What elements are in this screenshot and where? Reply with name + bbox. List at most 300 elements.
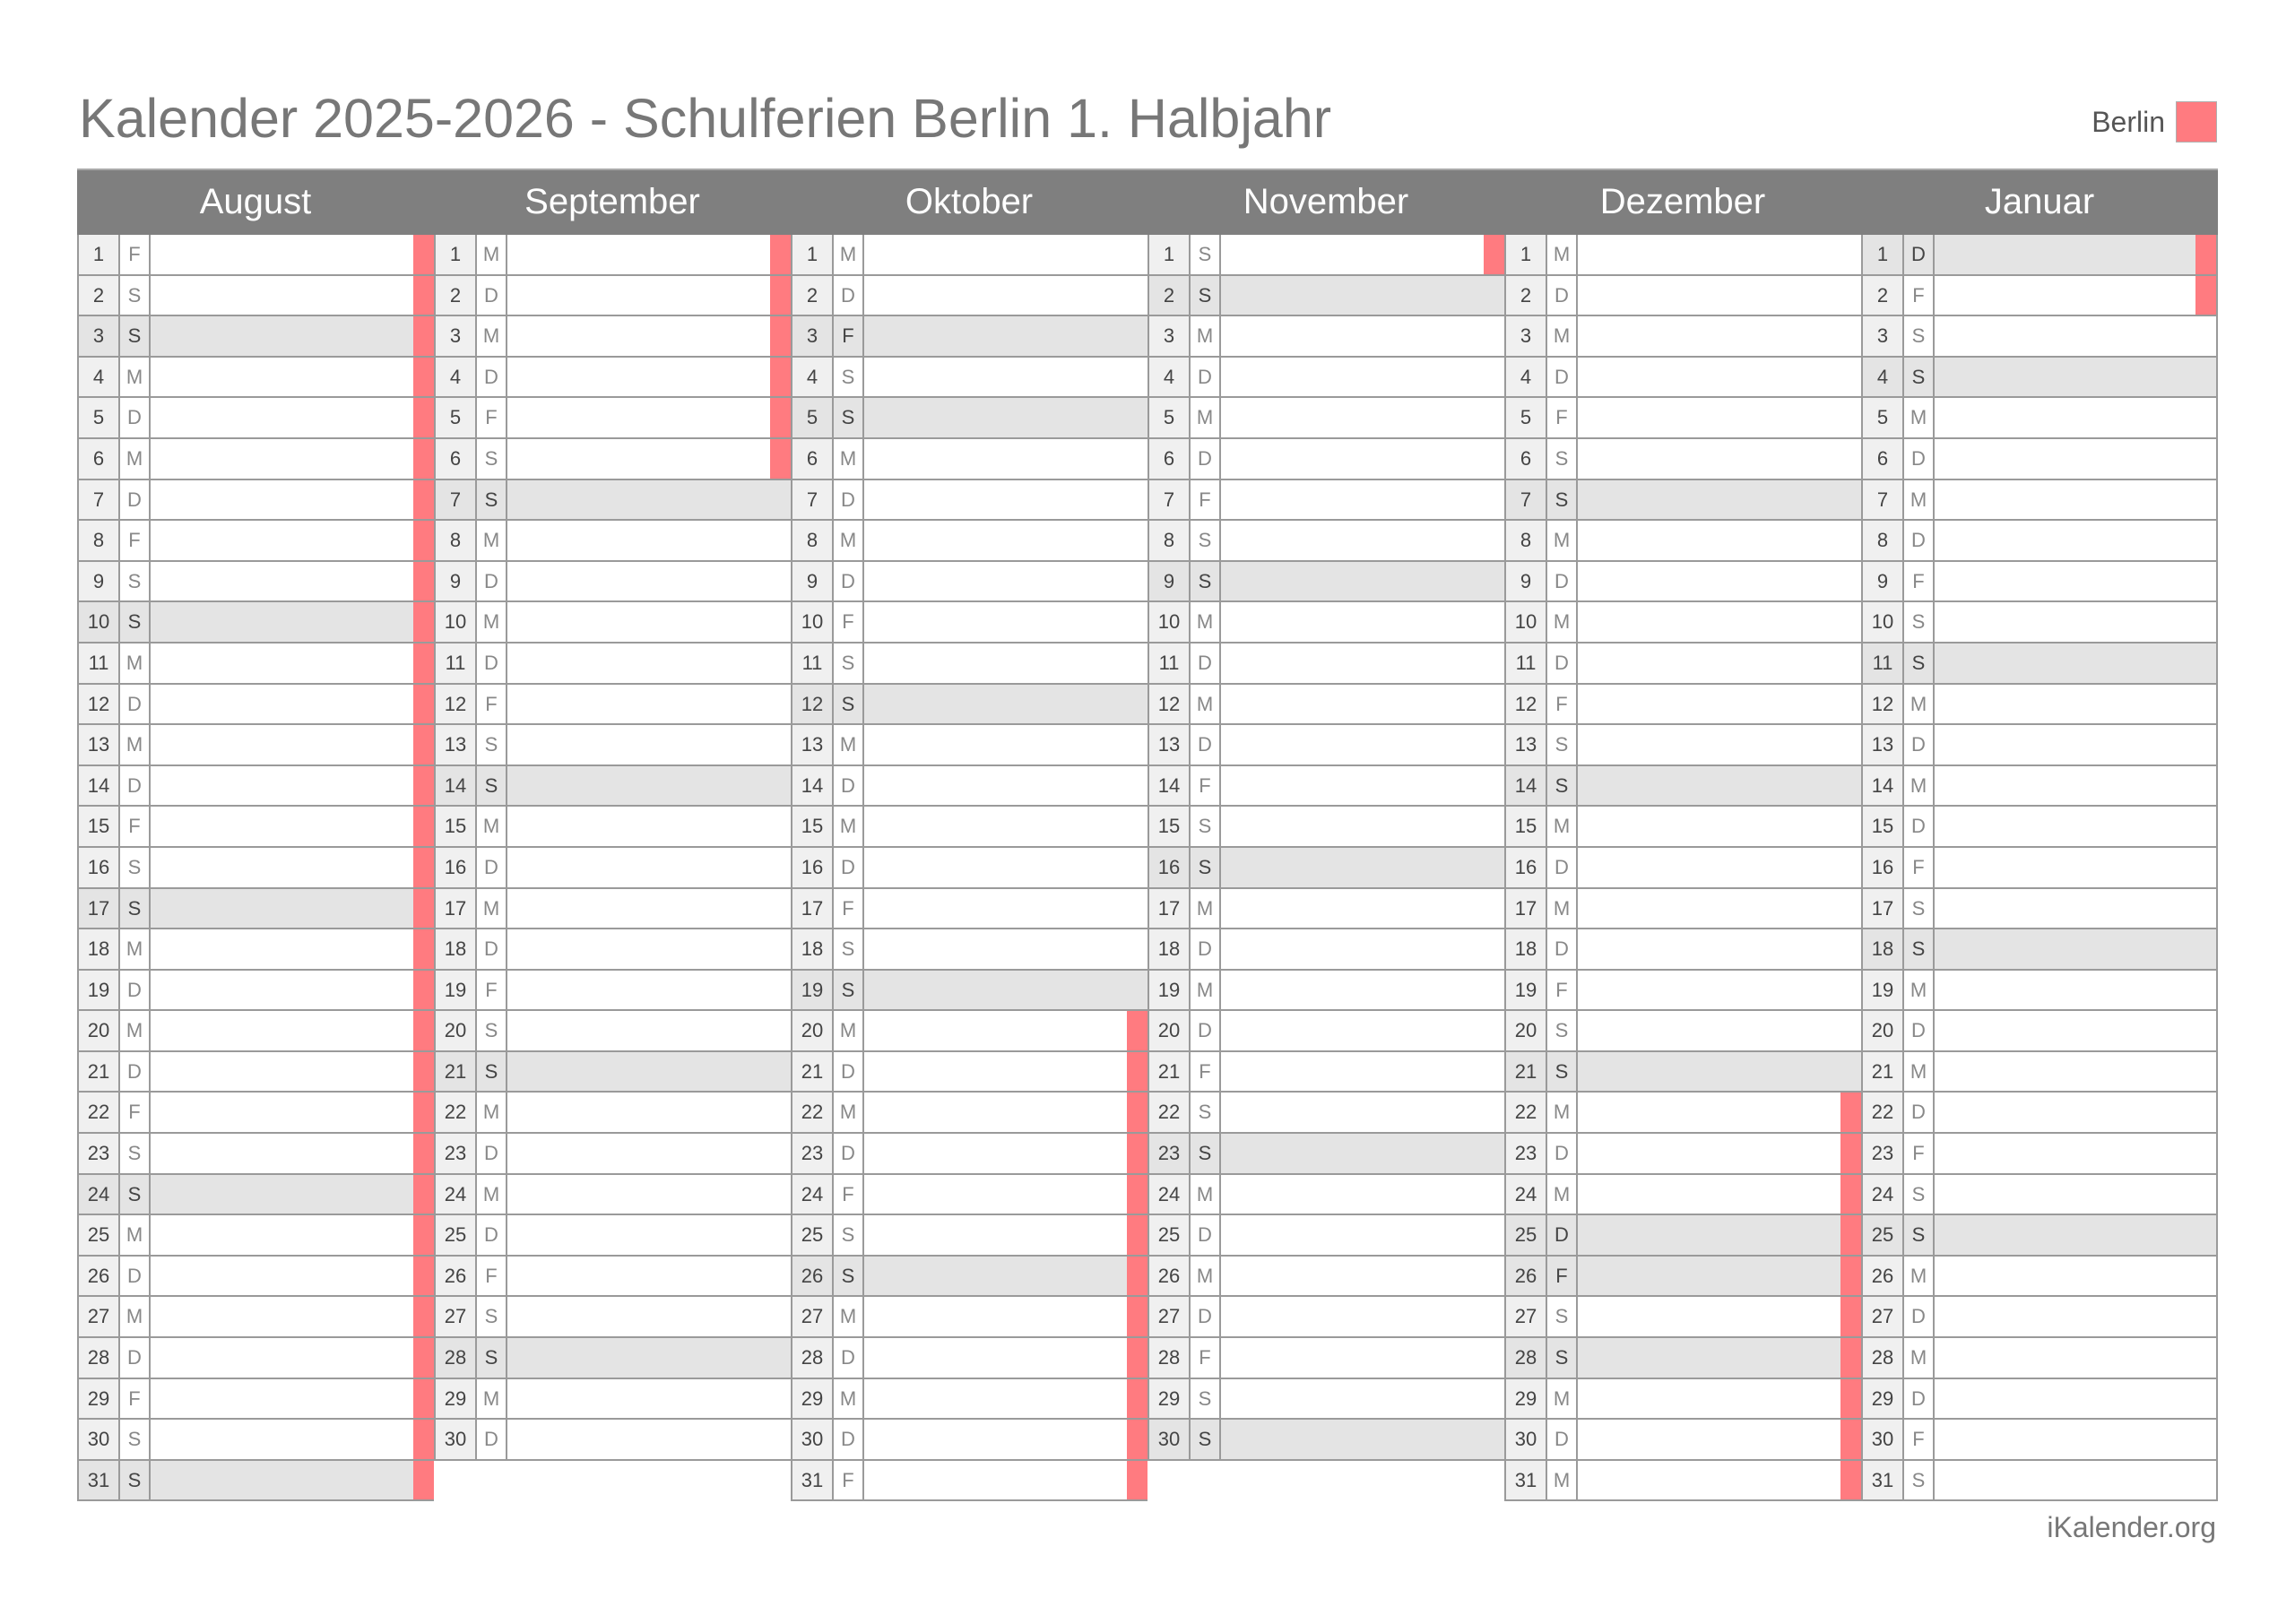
day-row	[1504, 1379, 1861, 1421]
day-note-cell	[151, 316, 434, 356]
day-row	[434, 685, 791, 726]
day-number: 15	[1504, 807, 1547, 846]
day-row	[1148, 1338, 1504, 1379]
day-note-cell	[1578, 1215, 1861, 1255]
day-number: 7	[434, 480, 477, 520]
day-number: 19	[434, 971, 477, 1010]
day-row	[1861, 766, 2218, 808]
day-note-cell	[1578, 929, 1861, 969]
day-number: 29	[791, 1379, 834, 1419]
weekday-letter: M	[1191, 1175, 1221, 1214]
day-number: 9	[1861, 562, 1904, 601]
day-number: 20	[77, 1011, 120, 1050]
school-holiday-marker	[413, 276, 434, 315]
day-note-cell	[507, 685, 791, 724]
weekday-letter: F	[120, 1093, 151, 1132]
day-row	[1861, 971, 2218, 1012]
day-number: 26	[1861, 1257, 1904, 1296]
weekday-letter: D	[834, 562, 864, 601]
day-row	[1861, 316, 2218, 358]
day-number: 21	[77, 1052, 120, 1092]
day-number: 19	[1861, 971, 1904, 1010]
weekday-letter: F	[1547, 685, 1578, 724]
day-row	[1504, 1175, 1861, 1216]
day-note-cell	[1935, 276, 2216, 315]
day-number: 4	[1861, 358, 1904, 397]
day-row	[791, 1257, 1148, 1298]
day-note-cell	[1935, 1175, 2216, 1214]
weekday-letter: D	[834, 1338, 864, 1378]
day-note-cell	[1935, 439, 2216, 479]
weekday-letter: F	[1191, 766, 1221, 806]
day-number: 11	[791, 644, 834, 683]
day-note-cell	[1935, 1257, 2216, 1296]
weekday-letter: S	[1904, 1175, 1935, 1214]
weekday-letter: M	[834, 439, 864, 479]
day-row	[791, 971, 1148, 1012]
day-note-cell	[507, 929, 791, 969]
day-number: 19	[77, 971, 120, 1010]
day-number: 10	[791, 602, 834, 642]
weekday-letter: D	[477, 644, 507, 683]
weekday-letter: M	[477, 316, 507, 356]
day-note-cell	[1578, 807, 1861, 846]
weekday-letter: D	[834, 766, 864, 806]
day-note-cell	[1578, 1011, 1861, 1050]
day-number: 7	[77, 480, 120, 520]
weekday-letter: M	[1547, 1175, 1578, 1214]
day-row	[791, 848, 1148, 889]
day-note-cell	[507, 889, 791, 929]
day-note-cell	[1221, 235, 1504, 274]
day-row	[1504, 480, 1861, 522]
weekday-letter: F	[1904, 848, 1935, 887]
weekday-letter: S	[477, 480, 507, 520]
weekday-letter: D	[1904, 725, 1935, 764]
weekday-letter: M	[1904, 1338, 1935, 1378]
day-number: 2	[791, 276, 834, 315]
weekday-letter: F	[834, 602, 864, 642]
month-title-august: August	[199, 182, 312, 221]
day-number: 21	[1504, 1052, 1547, 1092]
weekday-letter: M	[1904, 1257, 1935, 1296]
day-row	[1861, 725, 2218, 766]
day-number: 4	[1148, 358, 1191, 397]
day-row	[1861, 1257, 2218, 1298]
weekday-letter: S	[1191, 562, 1221, 601]
day-number: 8	[77, 521, 120, 560]
day-note-cell	[507, 1420, 791, 1459]
day-row	[1504, 1052, 1861, 1093]
day-row	[791, 358, 1148, 399]
day-note-cell	[507, 1257, 791, 1296]
day-note-cell	[864, 521, 1148, 560]
weekday-letter: F	[1191, 480, 1221, 520]
day-note-cell	[151, 1420, 434, 1459]
day-note-cell	[864, 1461, 1148, 1500]
day-number: 1	[1148, 235, 1191, 274]
day-note-cell	[1221, 1134, 1504, 1173]
day-note-cell	[1935, 358, 2216, 397]
day-number: 18	[1504, 929, 1547, 969]
weekday-letter: F	[834, 1175, 864, 1214]
weekday-letter: D	[477, 1134, 507, 1173]
day-number: 1	[1861, 235, 1904, 274]
school-holiday-marker	[413, 1461, 434, 1500]
day-number: 30	[434, 1420, 477, 1459]
day-row	[434, 235, 791, 276]
school-holiday-marker	[413, 685, 434, 724]
day-note-cell	[1221, 398, 1504, 437]
day-row	[1861, 929, 2218, 971]
day-number: 17	[1504, 889, 1547, 929]
weekday-letter: D	[477, 276, 507, 315]
day-row	[1861, 889, 2218, 930]
day-note-cell	[1935, 235, 2216, 274]
weekday-letter: S	[1904, 1461, 1935, 1500]
day-note-cell	[507, 644, 791, 683]
day-number: 11	[1861, 644, 1904, 683]
weekday-letter: M	[1547, 235, 1578, 274]
day-note-cell	[151, 276, 434, 315]
day-number: 10	[1861, 602, 1904, 642]
day-row	[1861, 358, 2218, 399]
weekday-letter: S	[1904, 316, 1935, 356]
day-number: 22	[77, 1093, 120, 1132]
day-number: 5	[434, 398, 477, 437]
weekday-letter: M	[1191, 398, 1221, 437]
day-number: 17	[77, 889, 120, 929]
day-row	[791, 398, 1148, 439]
day-note-cell	[864, 807, 1148, 846]
day-number: 20	[1504, 1011, 1547, 1050]
day-row	[77, 971, 434, 1012]
day-number: 8	[791, 521, 834, 560]
day-note-cell	[151, 929, 434, 969]
day-row	[1861, 1215, 2218, 1257]
day-number: 2	[77, 276, 120, 315]
calendar-grid	[77, 168, 2218, 1501]
school-holiday-marker	[1127, 1297, 1148, 1336]
weekday-letter: D	[1191, 644, 1221, 683]
weekday-letter: M	[1904, 1052, 1935, 1092]
weekday-letter: M	[834, 235, 864, 274]
day-number: 24	[1861, 1175, 1904, 1214]
day-number: 13	[1148, 725, 1191, 764]
month-column-august	[77, 235, 434, 1501]
day-number: 3	[77, 316, 120, 356]
day-number: 21	[434, 1052, 477, 1092]
day-number: 16	[1861, 848, 1904, 887]
day-note-cell	[1221, 276, 1504, 315]
day-row	[77, 316, 434, 358]
day-note-cell	[1578, 1052, 1861, 1092]
day-number: 4	[791, 358, 834, 397]
weekday-letter: M	[477, 1175, 507, 1214]
day-note-cell	[864, 1134, 1148, 1173]
day-row	[434, 929, 791, 971]
weekday-letter: F	[120, 807, 151, 846]
day-number: 11	[434, 644, 477, 683]
day-number: 24	[1504, 1175, 1547, 1214]
day-row	[434, 480, 791, 522]
day-row	[434, 358, 791, 399]
weekday-letter: S	[120, 1175, 151, 1214]
day-number: 20	[791, 1011, 834, 1050]
legend-label: Berlin	[2091, 105, 2165, 138]
day-row	[77, 1420, 434, 1461]
weekday-letter: D	[1547, 848, 1578, 887]
day-note-cell	[507, 316, 791, 356]
weekday-letter: D	[1904, 1379, 1935, 1419]
month-header-row	[77, 168, 2218, 235]
school-holiday-marker	[1127, 1134, 1148, 1173]
day-note-cell	[151, 1461, 434, 1500]
weekday-letter: M	[477, 1093, 507, 1132]
day-number: 12	[434, 685, 477, 724]
school-holiday-marker	[413, 848, 434, 887]
day-number: 6	[791, 439, 834, 479]
day-row	[1148, 848, 1504, 889]
day-row	[791, 1215, 1148, 1257]
day-number: 27	[791, 1297, 834, 1336]
day-row	[791, 889, 1148, 930]
day-row	[791, 807, 1148, 848]
weekday-letter: F	[120, 235, 151, 274]
site-credit: iKalender.org	[2047, 1511, 2216, 1543]
weekday-letter: D	[120, 1052, 151, 1092]
day-note-cell	[1221, 602, 1504, 642]
day-note-cell	[1221, 1215, 1504, 1255]
day-note-cell	[1221, 1338, 1504, 1378]
weekday-letter: D	[477, 1420, 507, 1459]
day-number: 10	[1504, 602, 1547, 642]
day-note-cell	[1935, 725, 2216, 764]
weekday-letter: M	[1547, 1379, 1578, 1419]
day-note-cell	[1221, 1420, 1504, 1459]
day-row	[434, 1379, 791, 1421]
day-row	[1861, 685, 2218, 726]
day-row	[77, 725, 434, 766]
weekday-letter: S	[834, 398, 864, 437]
day-note-cell	[1578, 725, 1861, 764]
weekday-letter: M	[834, 725, 864, 764]
day-number: 13	[77, 725, 120, 764]
day-row	[791, 1420, 1148, 1461]
weekday-letter: S	[120, 1134, 151, 1173]
legend	[2091, 101, 2217, 143]
day-number: 13	[791, 725, 834, 764]
day-row	[1148, 316, 1504, 358]
day-note-cell	[1578, 235, 1861, 274]
day-number: 25	[434, 1215, 477, 1255]
school-holiday-marker	[1840, 1379, 1861, 1419]
day-note-cell	[507, 1338, 791, 1378]
day-note-cell	[1578, 1175, 1861, 1214]
day-row	[1504, 1297, 1861, 1338]
weekday-letter: S	[834, 929, 864, 969]
weekday-letter: S	[834, 1215, 864, 1255]
day-number: 24	[434, 1175, 477, 1214]
day-row	[1148, 1257, 1504, 1298]
weekday-letter: S	[1191, 1093, 1221, 1132]
day-number: 9	[434, 562, 477, 601]
day-number: 30	[1504, 1420, 1547, 1459]
day-row	[1148, 398, 1504, 439]
weekday-letter: S	[1547, 439, 1578, 479]
day-number: 14	[77, 766, 120, 806]
day-row	[1504, 889, 1861, 930]
day-number: 9	[77, 562, 120, 601]
day-row	[1148, 439, 1504, 480]
weekday-letter: S	[1904, 1215, 1935, 1255]
day-note-cell	[1578, 889, 1861, 929]
day-row	[791, 1461, 1148, 1502]
school-holiday-marker	[1127, 1420, 1148, 1459]
weekday-letter: F	[1547, 398, 1578, 437]
weekday-letter: M	[120, 1297, 151, 1336]
day-note-cell	[151, 1134, 434, 1173]
weekday-letter: F	[477, 398, 507, 437]
day-row	[434, 766, 791, 808]
weekday-letter: M	[1547, 1093, 1578, 1132]
weekday-letter: M	[1191, 685, 1221, 724]
weekday-letter: M	[477, 889, 507, 929]
day-note-cell	[1578, 480, 1861, 520]
day-note-cell	[1935, 1297, 2216, 1336]
day-row	[1504, 1338, 1861, 1379]
weekday-letter: S	[1191, 1420, 1221, 1459]
day-row	[434, 1420, 791, 1461]
day-row	[1861, 848, 2218, 889]
day-number: 16	[1148, 848, 1191, 887]
school-holiday-marker	[1840, 1175, 1861, 1214]
day-note-cell	[507, 807, 791, 846]
day-number: 15	[791, 807, 834, 846]
weekday-letter: F	[120, 521, 151, 560]
weekday-letter: D	[120, 685, 151, 724]
day-note-cell	[1935, 971, 2216, 1010]
school-holiday-marker	[770, 358, 791, 397]
day-row	[1504, 562, 1861, 603]
day-note-cell	[1578, 521, 1861, 560]
day-number: 21	[1148, 1052, 1191, 1092]
day-row	[1148, 602, 1504, 644]
day-note-cell	[1935, 1215, 2216, 1255]
day-number: 23	[1861, 1134, 1904, 1173]
day-row	[1861, 1011, 2218, 1052]
school-holiday-marker	[413, 644, 434, 683]
weekday-letter: M	[1547, 807, 1578, 846]
day-note-cell	[1221, 562, 1504, 601]
day-number: 9	[791, 562, 834, 601]
day-number: 26	[1504, 1257, 1547, 1296]
day-row	[1148, 1175, 1504, 1216]
day-note-cell	[1221, 316, 1504, 356]
weekday-letter: M	[120, 644, 151, 683]
day-note-cell	[151, 439, 434, 479]
day-number: 12	[77, 685, 120, 724]
day-number: 28	[1148, 1338, 1191, 1378]
weekday-letter: S	[477, 1338, 507, 1378]
day-number: 26	[434, 1257, 477, 1296]
day-number: 4	[1504, 358, 1547, 397]
day-number: 14	[434, 766, 477, 806]
day-row	[1861, 1052, 2218, 1093]
weekday-letter: S	[120, 1420, 151, 1459]
day-row	[1504, 602, 1861, 644]
weekday-letter: S	[1547, 725, 1578, 764]
weekday-letter: S	[477, 1011, 507, 1050]
school-holiday-marker	[413, 480, 434, 520]
day-note-cell	[1578, 685, 1861, 724]
month-column-dezember	[1504, 235, 1861, 1501]
day-note-cell	[507, 1011, 791, 1050]
day-number: 5	[1148, 398, 1191, 437]
day-note-cell	[864, 1379, 1148, 1419]
day-number: 22	[791, 1093, 834, 1132]
day-note-cell	[1935, 1093, 2216, 1132]
weekday-letter: S	[477, 1297, 507, 1336]
months-body	[77, 235, 2218, 1501]
day-note-cell	[1578, 1420, 1861, 1459]
weekday-letter: M	[477, 235, 507, 274]
day-row	[434, 971, 791, 1012]
weekday-letter: D	[1547, 929, 1578, 969]
weekday-letter: D	[1547, 1134, 1578, 1173]
day-note-cell	[1221, 971, 1504, 1010]
weekday-letter: M	[477, 807, 507, 846]
day-number: 17	[434, 889, 477, 929]
day-number: 28	[434, 1338, 477, 1378]
day-note-cell	[864, 929, 1148, 969]
day-note-cell	[507, 480, 791, 520]
day-note-cell	[507, 1093, 791, 1132]
day-row	[1861, 644, 2218, 685]
day-note-cell	[151, 1338, 434, 1378]
day-number: 1	[1504, 235, 1547, 274]
month-title-oktober: Oktober	[905, 182, 1034, 221]
day-row	[1148, 1011, 1504, 1052]
weekday-letter: M	[834, 1011, 864, 1050]
day-number: 17	[1148, 889, 1191, 929]
weekday-letter: M	[1547, 602, 1578, 642]
day-row	[1504, 725, 1861, 766]
school-holiday-marker	[413, 1338, 434, 1378]
legend-color-swatch	[2176, 101, 2217, 143]
day-number: 12	[1861, 685, 1904, 724]
day-note-cell	[1578, 358, 1861, 397]
day-number: 8	[1504, 521, 1547, 560]
day-number: 29	[1504, 1379, 1547, 1419]
day-number: 13	[434, 725, 477, 764]
day-row	[1861, 1338, 2218, 1379]
school-holiday-marker	[1127, 1215, 1148, 1255]
day-number: 19	[791, 971, 834, 1010]
day-row	[1504, 1011, 1861, 1052]
weekday-letter: D	[1191, 358, 1221, 397]
school-holiday-marker	[413, 1257, 434, 1296]
school-holiday-marker	[413, 766, 434, 806]
day-number: 6	[434, 439, 477, 479]
day-row	[77, 1175, 434, 1216]
day-row	[1148, 1297, 1504, 1338]
day-number: 4	[77, 358, 120, 397]
school-holiday-marker	[413, 971, 434, 1010]
day-note-cell	[1221, 1052, 1504, 1092]
school-holiday-marker	[413, 1093, 434, 1132]
day-note-cell	[1935, 562, 2216, 601]
